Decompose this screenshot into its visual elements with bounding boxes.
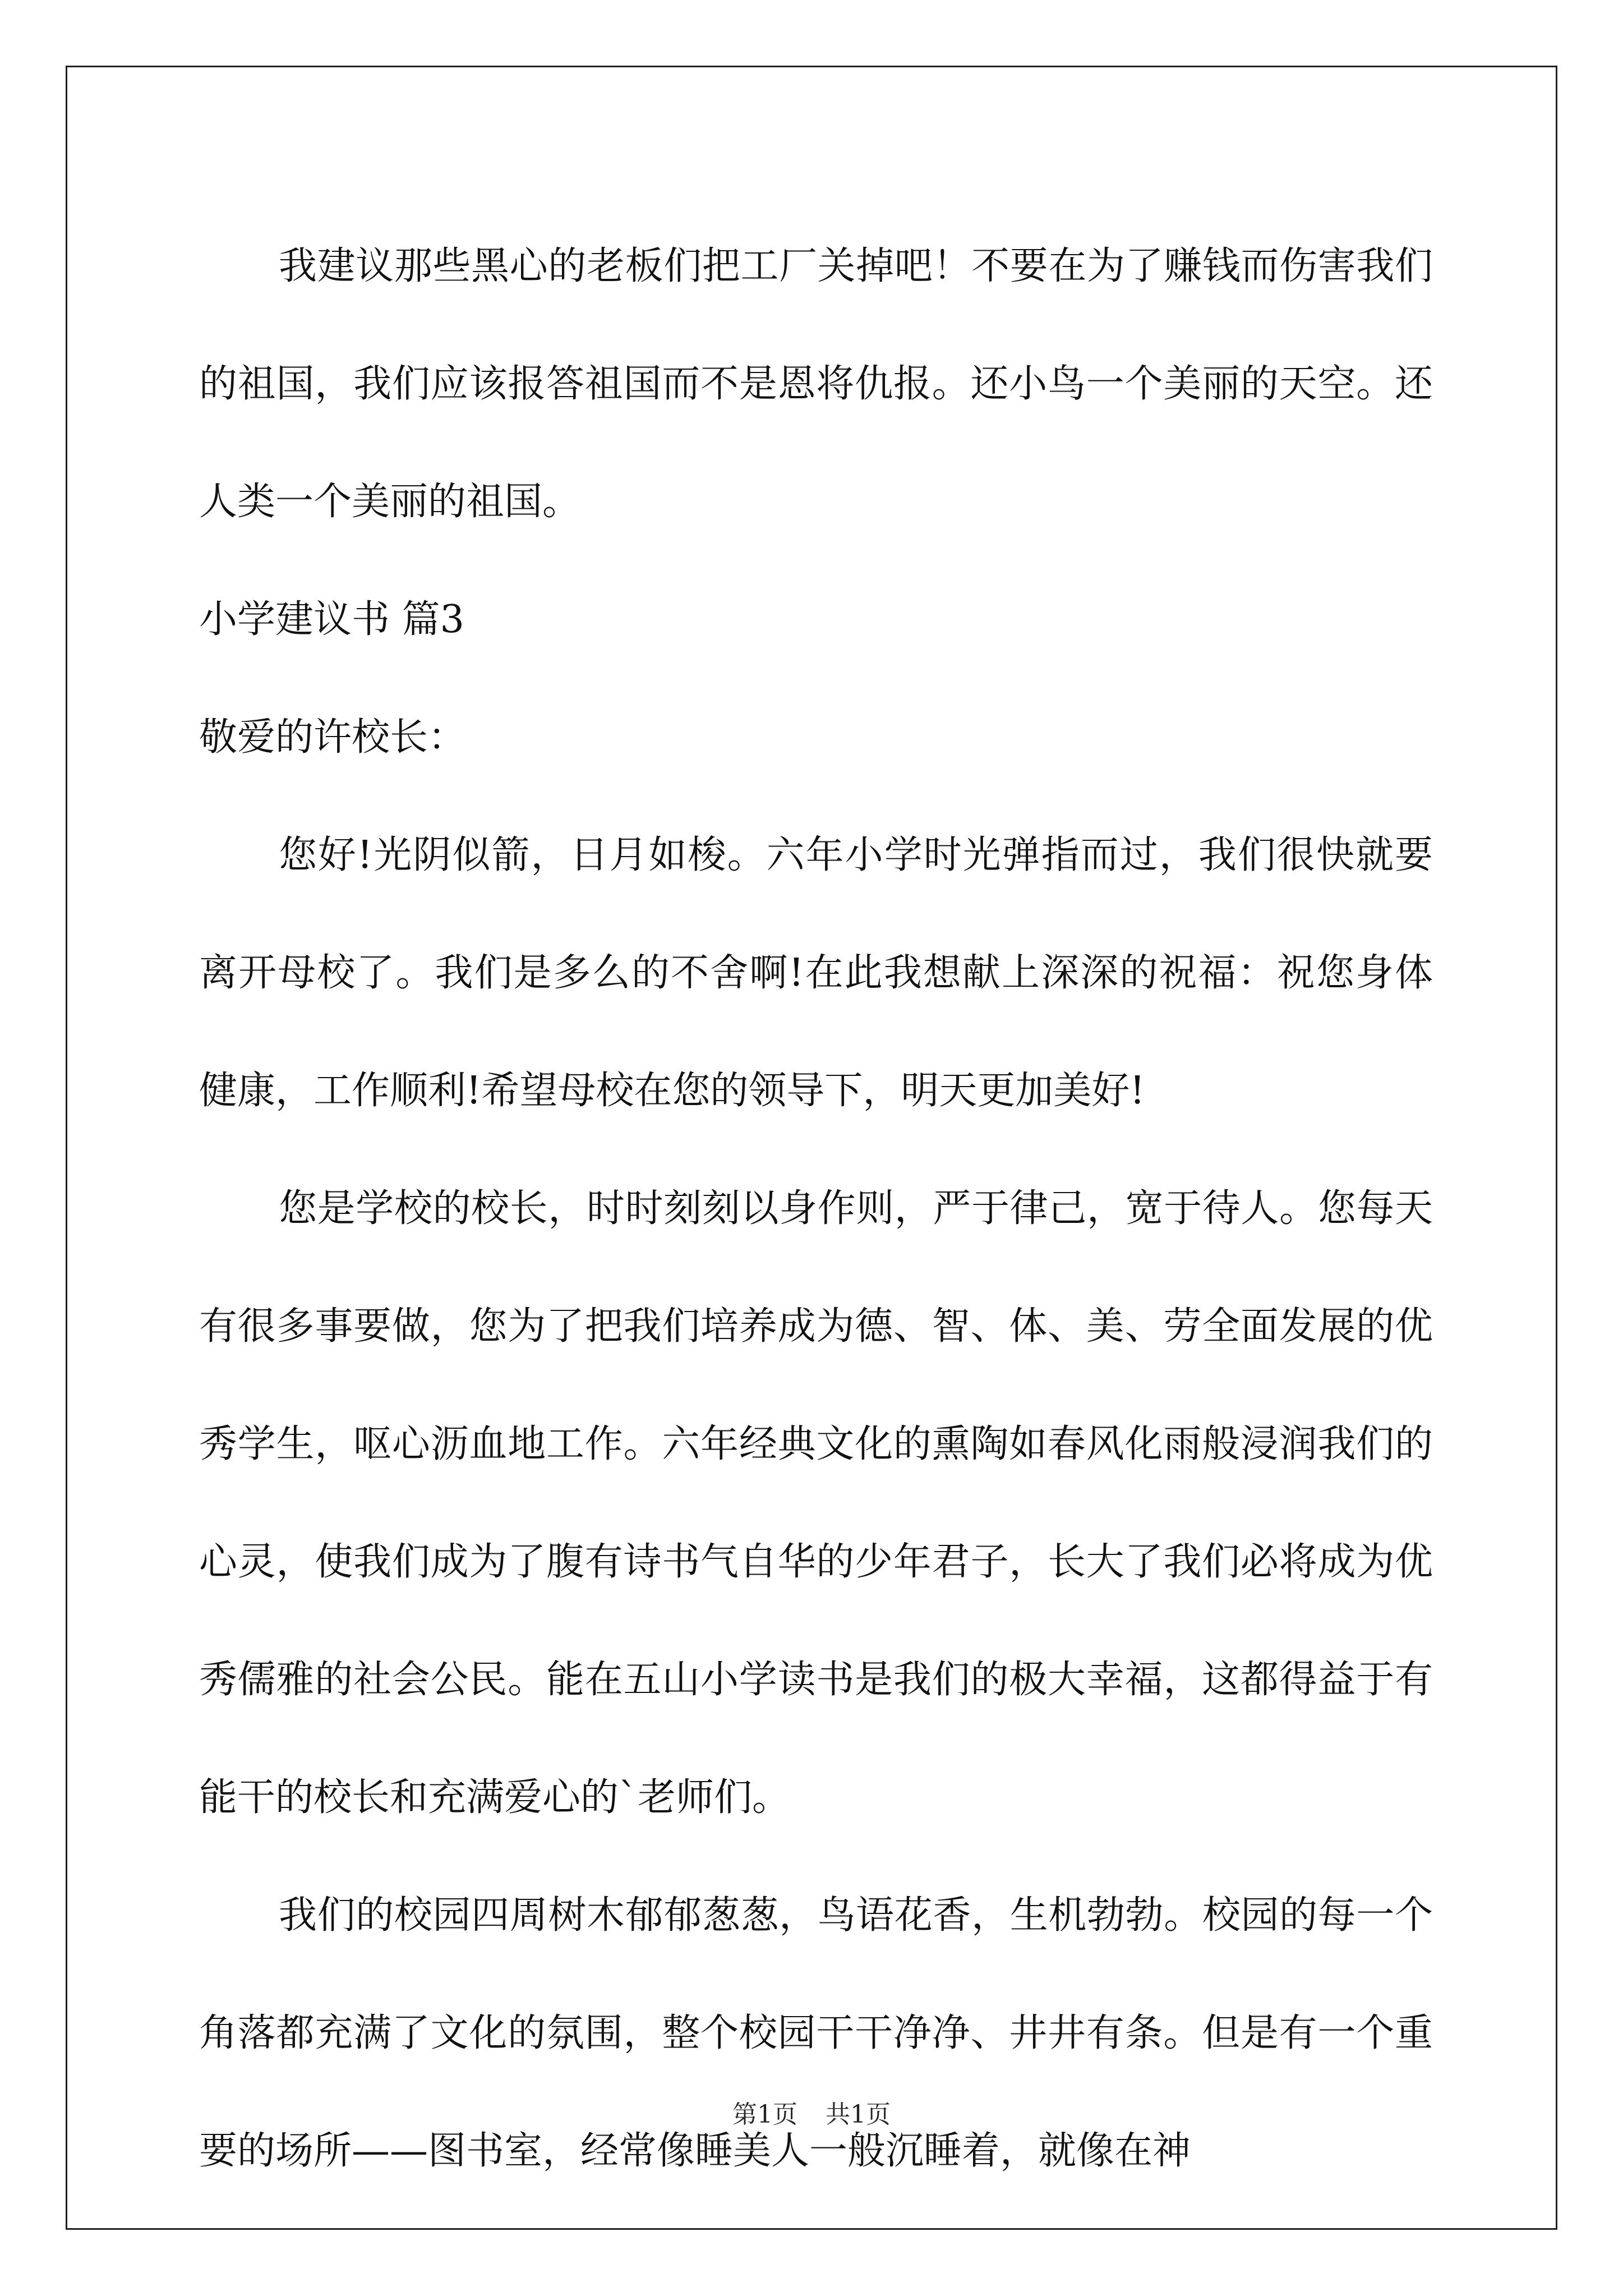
paragraph-principal: 您是学校的校长，时时刻刻以身作则，严于律己，宽于待人。您每天有很多事要做，您为了把我们培养成为德、智、体、美、劳全面发展的优秀学生，呕心沥血地工作。六年经典文化的熏陶如春风化雨般浸润我们的心灵，使我们成为了腹有诗书气自华的少年君子，长大了我们必将成为优秀儒雅的社会公民。能在五山小学读书是我们的极大幸福，这都得益于有能干的校长和充满爱心的`老师们。 (199, 1186, 1433, 1820)
salutation: 敬爱的许校长： (199, 715, 467, 760)
page-number-total: 共1页 (826, 2100, 891, 2129)
paragraph-campus: 我们的校园四周树木郁郁葱葱，鸟语花香，生机勃勃。校园的每一个角落都充满了文化的氛围，整个校园干干净净、井井有条。但是有一个重要的场所——图书室，经常像睡美人一般沉睡着，就像在神 (199, 1893, 1433, 2173)
paragraph-closing-suggestion: 我建议那些黑心的老板们把工厂关掉吧！不要在为了赚钱而伤害我们的祖国，我们应该报答祖国而不是恩将仇报。还小鸟一个美丽的天空。还人类一个美丽的祖国。 (199, 244, 1433, 524)
document-body (199, 208, 1433, 2210)
page-number-current: 第1页 (732, 2100, 797, 2129)
page-footer (0, 2098, 1623, 2132)
paragraph-greeting: 您好!光阴似箭，日月如梭。六年小学时光弹指而过，我们很快就要离开母校了。我们是多么的不舍啊!在此我想献上深深的祝福：祝您身体健康，工作顺利!希望母校在您的领导下，明天更加美好! (199, 833, 1433, 1113)
section-heading: 小学建议书 篇3 (199, 597, 464, 642)
